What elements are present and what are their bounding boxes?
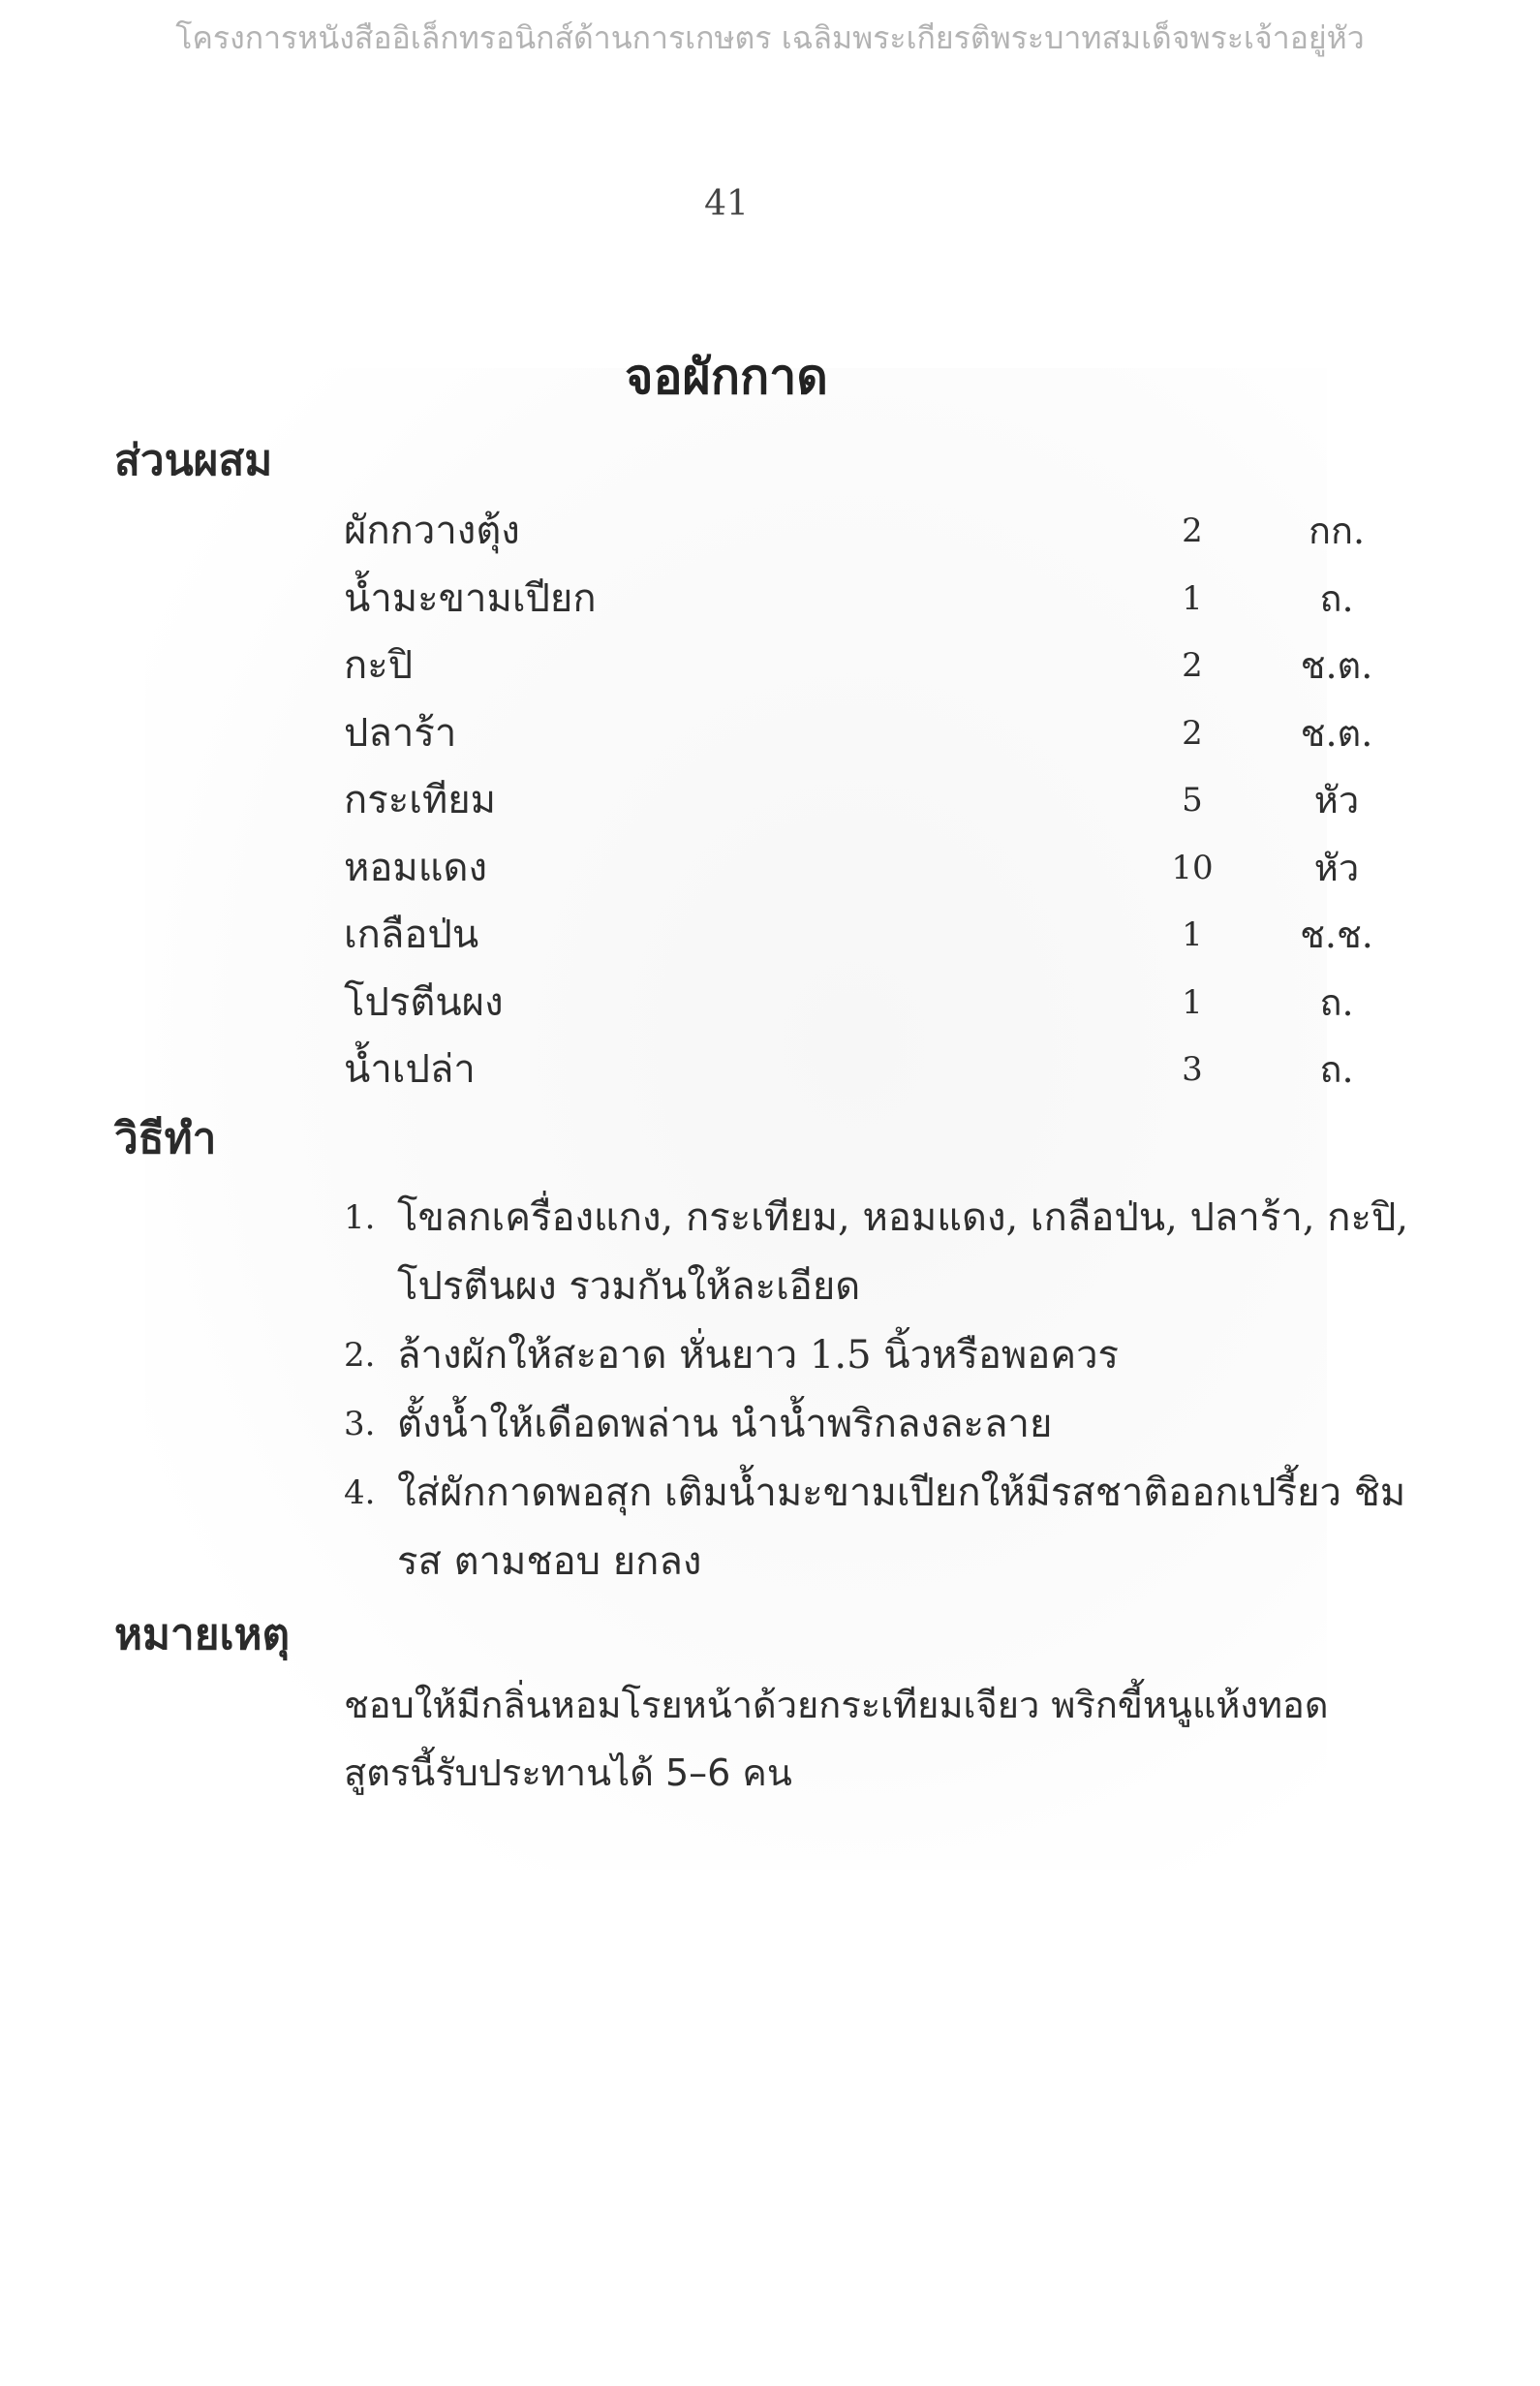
ingredient-name: น้ำเปล่า [344,1047,476,1092]
note-line: ชอบให้มีกลิ่นหอมโรยหน้าด้วยกระเทียมเจียว พริกขี้หนูแห้งทอด [344,1684,1329,1726]
note-line: สูตรนี้รับประทานได้ 5–6 คน [344,1751,792,1794]
ingredient-row [344,704,1409,772]
ingredient-quantity: 1 [1182,982,1203,1022]
method-step [344,1459,1409,1596]
ingredient-row [344,636,1409,704]
ingredient-unit: ช.ต. [1300,644,1373,687]
method-step [344,1184,1409,1321]
ingredient-quantity: 1 [1182,915,1203,954]
ingredient-row [344,839,1409,907]
ingredient-quantity: 2 [1182,713,1203,753]
step-number: 4. [344,1473,376,1512]
ingredient-quantity: 1 [1182,578,1203,618]
ingredient-unit: หัว [1313,846,1360,889]
ingredient-row [344,502,1409,570]
ingredient-row [344,974,1409,1041]
ingredient-unit: ช.ช. [1300,914,1373,956]
ingredient-unit: ถ. [1319,1048,1354,1091]
method-heading: วิธีทำ [114,1114,217,1163]
step-text: ล้างผักให้สะอาด หั่นยาว 1.5 นิ้วหรือพอควร [397,1333,1120,1378]
project-banner: โครงการหนังสืออิเล็กทรอนิกส์ด้านการเกษตร เฉลิมพระเกียรติพระบาทสมเด็จพระเจ้าอยู่หัว [175,19,1365,56]
ingredient-name: น้ำมะขามเปียก [344,575,597,621]
ingredient-unit: ช.ต. [1300,711,1373,755]
ingredient-quantity: 3 [1182,1050,1203,1089]
ingredient-quantity: 2 [1182,511,1203,550]
step-number: 2. [344,1336,376,1375]
ingredient-quantity: 2 [1182,646,1203,685]
page-number: 41 [704,184,749,224]
ingredient-row [344,771,1409,839]
ingredient-name: ปลาร้า [344,710,457,756]
ingredient-row [344,1040,1409,1108]
ingredient-name: หอมแดง [344,845,488,890]
step-text: โขลกเครื่องแกง, กระเทียม, หอมแดง, เกลือป่น, ปลาร้า, กะปิ, โปรตีนผง รวมกันให้ละเอียด [397,1195,1409,1309]
ingredient-name: กระเทียม [344,778,497,822]
ingredient-unit: ถ. [1319,576,1354,620]
method-steps [344,1184,1409,1596]
ingredient-unit: ถ. [1319,980,1354,1024]
method-step [344,1321,1409,1390]
step-text: ใส่ผักกาดพอสุก เติมน้ำมะขามเปียกให้มีรสชาติออกเปรี้ยว ชิมรส ตามชอบ ยกลง [397,1471,1406,1584]
recipe-title: จอผักกาด [625,349,828,405]
note-text [344,1671,1409,1807]
ingredients-heading: ส่วนผสม [114,436,273,485]
ingredient-name: กะปิ [344,643,414,688]
ingredient-row [344,570,1409,637]
ingredient-name: เกลือป่น [344,913,479,957]
step-number: 3. [344,1405,376,1443]
ingredient-unit: กก. [1308,510,1366,552]
note-heading: หมายเหตุ [114,1610,291,1659]
ingredient-name: ผักกวางตุ้ง [344,509,520,553]
ingredient-quantity: 10 [1171,848,1214,887]
method-step [344,1390,1409,1459]
ingredient-row [344,906,1409,974]
ingredient-unit: หัว [1313,779,1360,821]
step-number: 1. [344,1198,376,1237]
step-text: ตั้งน้ำให้เดือดพล่าน นำน้ำพริกลงละลาย [397,1402,1053,1446]
ingredient-list [344,502,1409,1108]
ingredient-quantity: 5 [1182,781,1203,820]
ingredient-name: โปรตีนผง [344,979,504,1025]
